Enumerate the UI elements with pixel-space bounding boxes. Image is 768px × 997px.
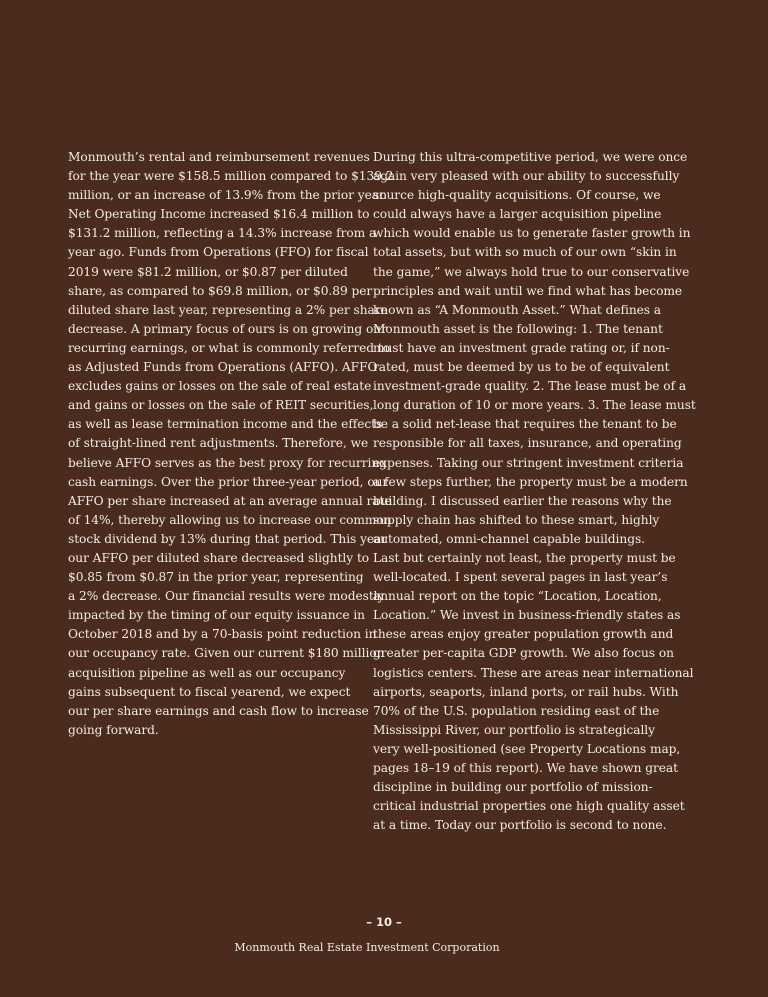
text-line: October 2018 and by a 70-basis point reduction in — [68, 627, 377, 642]
text-line: Last but certainly not least, the property must be — [373, 550, 676, 565]
text-line: responsible for all taxes, insurance, and operating — [373, 436, 682, 451]
text-line: well-located. I spent several pages in last year’s — [373, 570, 668, 585]
text-line: Monmouth asset is the following: 1. The tenant — [373, 321, 663, 336]
text-line: cash earnings. Over the prior three-year period, our — [68, 474, 389, 489]
text-line: again very pleased with our ability to successfully — [373, 169, 680, 184]
text-line: our occupancy rate. Given our current $180 million — [68, 646, 385, 661]
text-line: critical industrial properties one high quality asset — [373, 799, 685, 814]
page-number: – 10 – — [366, 915, 402, 929]
text-line: gains subsequent to fiscal yearend, we expect — [68, 684, 351, 699]
text-line: pages 18–19 of this report). We have shown great — [373, 761, 679, 775]
text-line: these areas enjoy greater population growth and — [373, 627, 674, 642]
text-line: 70% of the U.S. population residing east of the — [373, 703, 660, 718]
text-line: airports, seaports, inland ports, or rail hubs. With — [373, 684, 679, 699]
text-line: at a time. Today our portfolio is second to none. — [373, 818, 667, 833]
text-line: supply chain has shifted to these smart, highly — [373, 512, 660, 527]
footer-company-name: Monmouth Real Estate Investment Corporation — [234, 941, 500, 954]
text-line: decrease. A primary focus of ours is on growing our — [68, 321, 387, 336]
text-line: our AFFO per diluted share decreased slightly to — [68, 550, 370, 565]
text-line: investment-grade quality. 2. The lease must be of a — [373, 379, 687, 394]
text-line: diluted share last year, representing a 2% per share — [68, 302, 388, 317]
text-line: of 14%, thereby allowing us to increase our common — [68, 512, 392, 527]
text-line: going forward. — [68, 722, 159, 737]
text-line: a 2% decrease. Our financial results were modestly — [68, 589, 385, 604]
text-line: which would enable us to generate faster growth in — [373, 226, 691, 241]
text-line: AFFO per share increased at an average annual rate — [68, 493, 392, 508]
text-line: source high-quality acquisitions. Of course, we — [373, 188, 661, 203]
text-line: $131.2 million, reflecting a 14.3% increase from a — [68, 226, 377, 241]
text-line: principles and wait until we find what has become — [373, 283, 683, 298]
text-line: Location.” We invest in business-friendly states as — [373, 608, 681, 623]
text-line: acquisition pipeline as well as our occupancy — [68, 665, 346, 680]
text-line: discipline in building our portfolio of mission- — [373, 780, 653, 795]
text-line: known as “A Monmouth Asset.” What defines a — [373, 302, 662, 317]
text-line: a few steps further, the property must be a modern — [373, 474, 688, 489]
text-line: logistics centers. These are areas near international — [373, 665, 694, 680]
text-line: could always have a larger acquisition pipeline — [373, 207, 662, 222]
text-line: be a solid net-lease that requires the tenant to be — [373, 417, 677, 432]
text-line: total assets, but with so much of our own “skin in — [373, 245, 677, 260]
text-line: year ago. Funds from Operations (FFO) for fiscal — [68, 245, 369, 260]
text-line: recurring earnings, or what is commonly referred to — [68, 340, 390, 355]
text-line: $0.85 from $0.87 in the prior year, representing — [68, 570, 364, 585]
text-line: automated, omni-channel capable buildings. — [373, 531, 645, 546]
text-line: our per share earnings and cash flow to increase — [68, 703, 369, 718]
text-line: annual report on the topic “Location, Location, — [373, 589, 662, 604]
text-line: Mississippi River, our portfolio is strategically — [373, 722, 655, 737]
text-line: for the year were $158.5 million compared to $139.2 — [68, 169, 394, 184]
text-line: long duration of 10 or more years. 3. The lease must — [373, 398, 696, 413]
text-line: very well-positioned (see Property Locations map, — [373, 741, 681, 756]
text-line: the game,” we always hold true to our conservative — [373, 264, 690, 279]
text-line: Monmouth’s rental and reimbursement revenues — [68, 150, 370, 164]
text-line: believe AFFO serves as the best proxy for recurring — [68, 455, 387, 470]
text-line: rated, must be deemed by us to be of equivalent — [373, 360, 670, 375]
right-text-column — [373, 148, 696, 835]
left-text-column — [68, 148, 394, 740]
text-line: Net Operating Income increased $16.4 million to — [68, 207, 370, 222]
text-line: as Adjusted Funds from Operations (AFFO). AFFO — [68, 360, 378, 375]
text-line: stock dividend by 13% during that period. This year — [68, 531, 388, 546]
text-line: and gains or losses on the sale of REIT securities, — [68, 398, 374, 413]
text-line: impacted by the timing of our equity issuance in — [68, 608, 365, 623]
text-line: 2019 were $81.2 million, or $0.87 per diluted — [68, 264, 348, 279]
text-line: must have an investment grade rating or, if non- — [373, 340, 670, 355]
text-line: million, or an increase of 13.9% from the prior year. — [68, 188, 388, 203]
text-line: of straight-lined rent adjustments. Therefore, we — [68, 436, 369, 451]
text-line: excludes gains or losses on the sale of real estate — [68, 379, 372, 394]
text-line: as well as lease termination income and the effects — [68, 417, 383, 432]
text-line: share, as compared to $69.8 million, or $0.89 per — [68, 283, 373, 298]
text-line: greater per-capita GDP growth. We also focus on — [373, 646, 674, 661]
text-line: During this ultra-competitive period, we were once — [373, 150, 688, 164]
text-line: expenses. Taking our stringent investment criteria — [373, 455, 684, 470]
text-line: building. I discussed earlier the reasons why the — [373, 493, 672, 508]
